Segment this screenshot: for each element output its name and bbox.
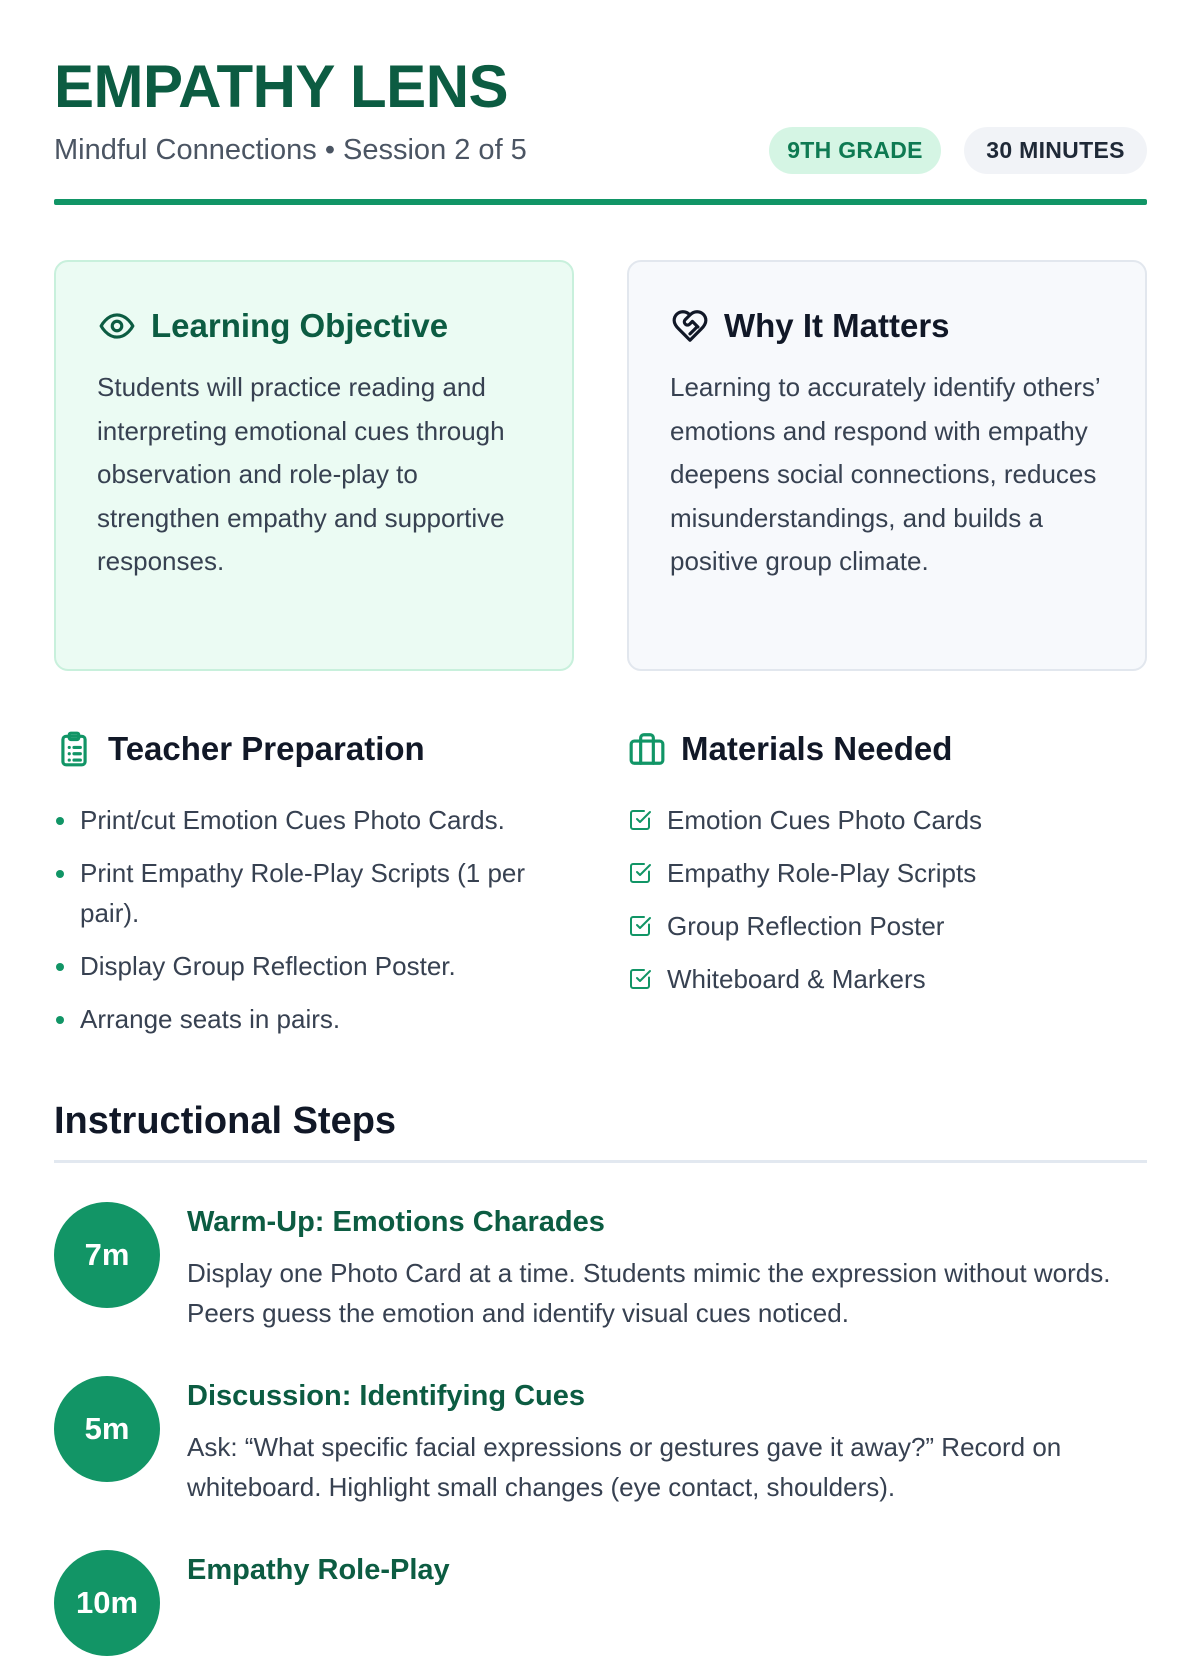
list-item-text: Whiteboard & Markers <box>667 963 926 994</box>
bullet-icon <box>56 817 64 825</box>
duration-badge: 30 MINUTES <box>964 127 1147 174</box>
list-item <box>627 906 1147 946</box>
list-item <box>54 853 574 933</box>
step-title: Discussion: Identifying Cues <box>187 1380 585 1412</box>
checkbox-checked-icon <box>627 913 653 939</box>
list-item-text: Emotion Cues Photo Cards <box>667 804 983 835</box>
step-description: Display one Photo Card at a time. Students mimic the expression without words. Peers guess the emotion and identify visual cues noticed. <box>187 1258 1111 1328</box>
lesson-plan-page <box>54 0 1147 1620</box>
learning-objective-card <box>54 260 574 671</box>
list-item <box>627 853 1147 893</box>
list-item-text: Arrange seats in pairs. <box>80 1004 341 1034</box>
list-item <box>54 946 574 986</box>
eye-icon <box>97 306 137 346</box>
step-title: Warm-Up: Emotions Charades <box>187 1206 605 1238</box>
page-subtitle: Mindful Connections • Session 2 of 5 <box>54 134 527 166</box>
step-time-badge: 10m <box>54 1550 160 1656</box>
why-it-matters-title: Why It Matters <box>724 307 950 344</box>
why-it-matters-card <box>627 260 1147 671</box>
teacher-preparation-title: Teacher Preparation <box>108 730 425 767</box>
step-title: Empathy Role-Play <box>187 1554 450 1586</box>
step-description: Ask: “What specific facial expressions or gestures gave it away?” Record on whiteboard. Highlight small changes (eye contact, shoulders). <box>187 1432 1062 1502</box>
list-item <box>54 800 574 840</box>
grade-badge: 9TH GRADE <box>769 127 941 174</box>
heart-handshake-icon <box>670 306 710 346</box>
list-item <box>54 999 574 1039</box>
materials-needed-title: Materials Needed <box>681 730 953 767</box>
instructional-steps-title: Instructional Steps <box>54 1100 397 1142</box>
list-item-text: Empathy Role-Play Scripts <box>667 857 977 888</box>
list-item-text: Group Reflection Poster <box>667 910 945 941</box>
list-item-text: Display Group Reflection Poster. <box>80 951 456 981</box>
why-it-matters-header <box>670 302 1105 350</box>
learning-objective-text: Students will practice reading and interpreting emotional cues through observation and role-play to strengthen empathy and supportive responses. <box>97 372 505 576</box>
list-item <box>627 959 1147 999</box>
why-it-matters-text: Learning to accurately identify others’ emotions and respond with empathy deepens social connections, reduces misunderstandings, and builds a positive group climate. <box>670 372 1100 576</box>
clipboard-list-icon <box>54 729 94 769</box>
teacher-preparation-header <box>54 725 425 773</box>
learning-objective-title: Learning Objective <box>151 307 449 344</box>
bullet-icon <box>56 1016 64 1024</box>
instructional-steps-divider <box>54 1160 1147 1163</box>
materials-needed-header <box>627 725 952 773</box>
learning-objective-header <box>97 302 532 350</box>
checkbox-checked-icon <box>627 860 653 886</box>
list-item-text: Print/cut Emotion Cues Photo Cards. <box>80 805 505 835</box>
header-divider <box>54 199 1147 205</box>
teacher-preparation-list <box>54 800 574 1052</box>
checkbox-checked-icon <box>627 966 653 992</box>
list-item-text: Print Empathy Role-Play Scripts (1 per pair). <box>80 858 526 928</box>
briefcase-icon <box>627 729 667 769</box>
materials-needed-list <box>627 800 1147 1012</box>
list-item <box>627 800 1147 840</box>
step-time-badge: 7m <box>54 1202 160 1308</box>
step-time-badge: 5m <box>54 1376 160 1482</box>
page-title: EMPATHY LENS <box>54 53 509 120</box>
bullet-icon <box>56 870 64 878</box>
bullet-icon <box>56 963 64 971</box>
checkbox-checked-icon <box>627 807 653 833</box>
